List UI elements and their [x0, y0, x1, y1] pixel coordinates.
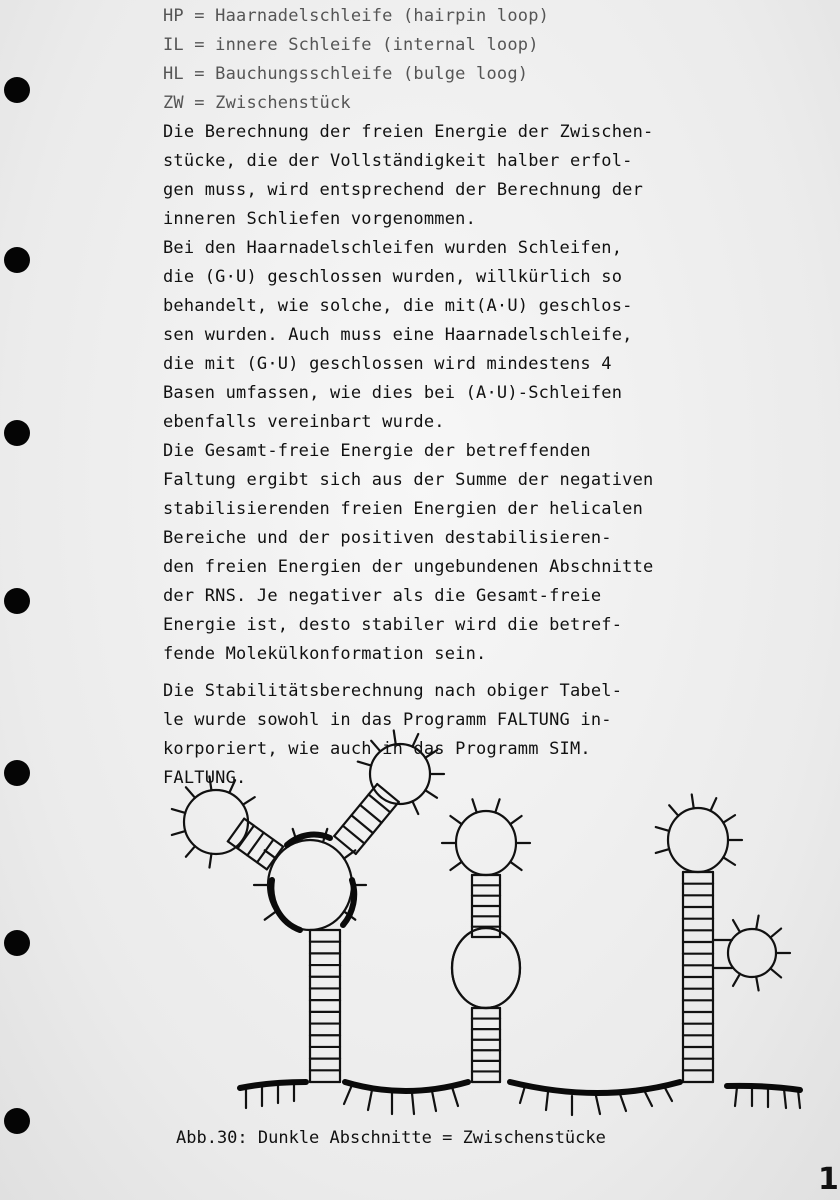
unpaired-base-tick: [756, 916, 758, 930]
unpaired-base-tick: [243, 797, 255, 805]
text-line: fende Molekülkonformation sein.: [163, 644, 487, 664]
text-line: der RNS. Je negativer als die Gesamt-freie: [163, 586, 602, 606]
unpaired-base-tick: [450, 816, 461, 824]
unpaired-base-tick: [186, 846, 195, 857]
text-line: le wurde sowohl in das Programm FALTUNG in-: [163, 710, 612, 730]
text-line: Bei den Haarnadelschleifen wurden Schleifen,: [163, 238, 623, 258]
unpaired-base-tick: [450, 862, 461, 870]
base-pair-rung: [360, 805, 382, 823]
unpaired-base-tick: [209, 776, 211, 790]
unpaired-base-tick: [756, 977, 758, 991]
text-line: gen muss, wird entsprechend der Berechnung der: [163, 180, 644, 200]
legend-line: HL = Bauchungsschleife (bulge loog): [163, 64, 529, 84]
text-line: FALTUNG.: [163, 768, 247, 788]
base-pair-rung: [238, 826, 254, 849]
unpaired-base-tick: [596, 1096, 600, 1114]
unpaired-base-tick: [656, 849, 669, 853]
base-pair-rung: [228, 819, 244, 842]
unpaired-base-tick: [620, 1094, 626, 1111]
page-number: 1: [818, 1162, 839, 1197]
text-line: Basen umfassen, wie dies bei (A·U)-Schleifen: [163, 383, 623, 403]
unpaired-base-tick: [770, 968, 781, 977]
base-pair-rung: [267, 847, 283, 870]
text-line: Faltung ergibt sich aus der Summe der negativen: [163, 470, 654, 490]
unpaired-base-tick: [425, 750, 437, 758]
text-line: ebenfalls vereinbart wurde.: [163, 412, 445, 432]
text-line: Die Gesamt-freie Energie der betreffenden: [163, 441, 591, 461]
dark-linker-segment: [727, 1086, 800, 1090]
unpaired-base-tick: [710, 798, 716, 811]
text-line: stabilisierenden freien Energien der helicalen: [163, 499, 644, 519]
unpaired-base-tick: [692, 794, 694, 808]
text-line: Die Stabilitätsberechnung nach obiger Tabel-: [163, 681, 623, 701]
unpaired-base-tick: [209, 854, 211, 868]
text-line: Die Berechnung der freien Energie der Zwischen-: [163, 122, 654, 142]
unpaired-base-tick: [723, 857, 735, 865]
internal-loop: [452, 928, 520, 1008]
unpaired-base-tick: [510, 816, 521, 824]
unpaired-base-tick: [733, 920, 740, 932]
text-line: inneren Schliefen vorgenommen.: [163, 209, 477, 229]
helix-strand: [334, 784, 377, 836]
unpaired-base-tick: [770, 929, 781, 938]
text-line: den freien Energien der ungebundenen Abschnitte: [163, 557, 654, 577]
legend-line: ZW = Zwischenstück: [163, 93, 351, 113]
text-line: sen wurden. Auch muss eine Haarnadelschleife,: [163, 325, 633, 345]
unpaired-base-tick: [344, 1085, 352, 1104]
figure-caption: Abb.30: Dunkle Abschnitte = Zwischenstücke: [176, 1128, 606, 1148]
unpaired-base-tick: [452, 1087, 458, 1106]
bulge-loop: [728, 929, 776, 977]
unpaired-base-tick: [733, 974, 740, 986]
hairpin-loop: [184, 790, 248, 854]
unpaired-base-tick: [412, 1093, 414, 1114]
unpaired-base-tick: [735, 1087, 737, 1106]
unpaired-base-tick: [425, 790, 437, 798]
unpaired-base-tick: [495, 799, 499, 812]
text-line: die (G·U) geschlossen wurden, willkürlich so: [163, 267, 623, 287]
hairpin-loop: [370, 744, 430, 804]
unpaired-base-tick: [412, 734, 418, 747]
unpaired-base-tick: [394, 730, 396, 744]
unpaired-base-tick: [432, 1091, 436, 1111]
base-pair-rung: [257, 840, 273, 863]
unpaired-base-tick: [669, 805, 678, 816]
unpaired-base-tick: [472, 799, 476, 812]
base-pair-rung: [377, 784, 399, 802]
unpaired-base-tick: [172, 809, 185, 813]
legend-line: IL = innere Schleife (internal loop): [163, 35, 539, 55]
unpaired-base-tick: [784, 1089, 786, 1108]
dark-linker-segment: [345, 1082, 468, 1091]
unpaired-base-tick: [358, 762, 371, 766]
unpaired-base-tick: [546, 1092, 548, 1110]
unpaired-base-tick: [656, 827, 669, 831]
text-line: behandelt, wie solche, die mit(A·U) geschlos-: [163, 296, 633, 316]
base-pair-rung: [343, 826, 365, 844]
unpaired-base-tick: [510, 862, 521, 870]
text-line: Bereiche und der positiven destabilisieren-: [163, 528, 612, 548]
unpaired-base-tick: [265, 911, 276, 919]
dark-linker-segment: [510, 1082, 680, 1093]
unpaired-base-tick: [371, 741, 380, 752]
hairpin-loop: [456, 811, 516, 875]
legend-line: HP = Haarnadelschleife (hairpin loop): [163, 6, 550, 26]
dark-linker-segment: [240, 1082, 306, 1088]
unpaired-base-tick: [412, 801, 418, 814]
unpaired-base-tick: [520, 1086, 525, 1103]
text-line: Energie ist, desto stabiler wird die betref-: [163, 615, 623, 635]
helix-strand: [356, 802, 399, 854]
unpaired-base-tick: [229, 780, 235, 793]
text-line: die mit (G·U) geschlossen wird mindestens 4: [163, 354, 612, 374]
unpaired-base-tick: [368, 1090, 372, 1110]
unpaired-base-tick: [186, 787, 195, 798]
dark-linker-segment: [271, 880, 300, 930]
text-line: korporiert, wie auch in das Programm SIM.: [163, 739, 591, 759]
base-pair-rung: [247, 833, 263, 856]
unpaired-base-tick: [172, 831, 185, 835]
unpaired-base-tick: [723, 815, 735, 823]
text-line: stücke, die der Vollständigkeit halber erfol-: [163, 151, 633, 171]
base-pair-rung: [351, 815, 373, 833]
hairpin-loop: [668, 808, 728, 872]
